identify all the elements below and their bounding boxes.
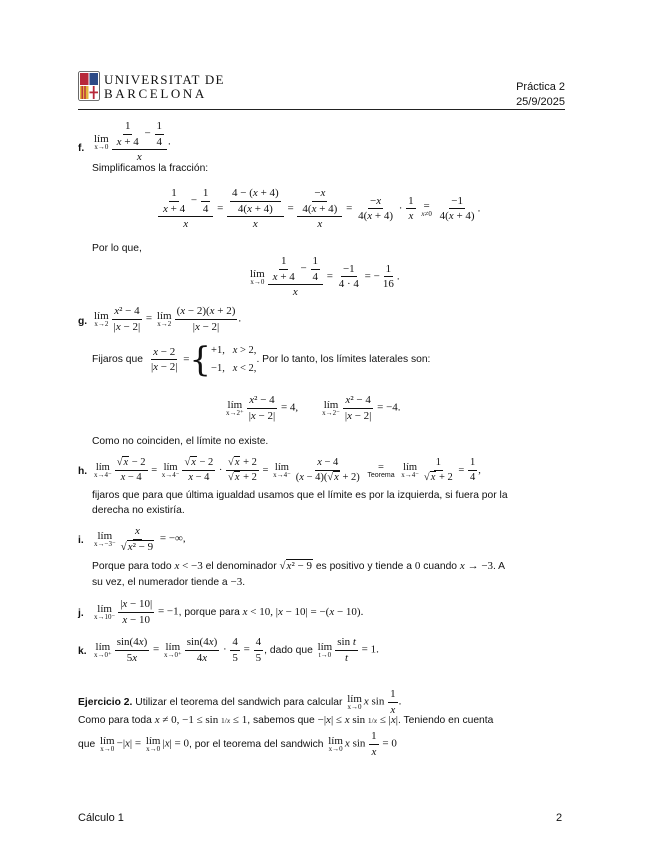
- item-label-k: k.: [78, 646, 87, 657]
- text-h-note-line2: derecha no existiría.: [92, 505, 185, 516]
- practice-title: Práctica 2: [516, 81, 565, 93]
- text-g-notice: Fijaros que: [92, 354, 143, 366]
- practice-date: 25/9/2025: [516, 96, 565, 108]
- formula-j-statement: lím x→10⁻ $\frac{|x - 10|}{x - 10}$ = −1 , porque para x < 10, |x − 10| = −(x − 10).: [94, 598, 364, 626]
- formula-f-result: lím x→0 $\frac{1}{x + 4}$ − $\frac{1}{4}$ x = $\frac{-1}{4 \cdot 4}$ = − $\frac{1}{16}$ .: [250, 255, 400, 299]
- exercise-2-line2: Como para toda x ≠ 0, −1 ≤ sin 1/x ≤ 1, sabemos que −|x| ≤ x sin 1/x ≤ |x|. Teniendo en cuenta: [78, 714, 494, 726]
- exercise-2-statement: Ejercicio 2. Utilizar el teorema del sandwich para calcular lím x→0 x sin $\frac{1}{x}$ .: [78, 688, 402, 716]
- item-label-g: g.: [78, 316, 88, 327]
- text-f-therefore: Por lo que,: [92, 243, 142, 254]
- formula-g-lateral-limits: lím x→2⁺ $\frac{\text{x² − 4}}{|x - 2|}$ = 4, lím x→2⁻ $\frac{\text{x² − 4}}{|x - 2|}$ = −4.: [226, 394, 401, 422]
- item-label-i: i.: [78, 535, 84, 546]
- text-i-line1: Porque para todo x < −3 el denominador √x² − 9 es positivo y tiende a 0 cuando x → −3. A: [92, 560, 506, 572]
- header-rule: [78, 109, 565, 110]
- exercise-2-line3: que lím x→0 −|x| = lím x→0 |x| = 0 , por el teorema del sandwich lím x→0 x sin $\frac{1}{x}$ = 0: [78, 730, 397, 758]
- item-label-h: h.: [78, 466, 88, 477]
- university-name-line1: UNIVERSITAT DE: [104, 72, 225, 87]
- footer-page-number: 2: [556, 812, 563, 824]
- formula-h-statement: lím x→4⁻ $\frac{√x - 2}{x - 4}$ = lím x→4⁻ $\frac{√x - 2}{x - 4}$ · $\frac{√x + 2}{√x + 2}$ = lím x→4⁻ $\frac{x - 4}{(x - 4)(√x + 2)}$ = Teorema lím x→4⁻ $\frac{1}{√x + 2}$ = $\frac{1}{4}$ ,: [94, 457, 481, 484]
- university-logo: [78, 71, 100, 104]
- formula-k-statement: lím x→0⁺ $\frac{\sin(4x)}{5x}$ = lím x→0⁺ $\frac{\sin(4x)}{4x}$ · $\frac{4}{5}$ = $\frac{4}{5}$ , dado que lím t→0 $\frac{\text{sin t}}{t}$ = 1.: [94, 636, 379, 664]
- university-shield-icon: [78, 71, 100, 101]
- formula-g-cases: Fijaros que $\frac{x - 2}{|x - 2|}$ = { +1, x > 2, −1, x < 2, . Por lo tanto, los límites laterales son:: [92, 339, 431, 380]
- formula-i-statement: lím x→−3⁻ $\frac{x}{\text{√x² − 9}}$ = −∞,: [94, 525, 186, 553]
- item-label-f: f.: [78, 143, 85, 154]
- item-label-j: j.: [78, 608, 84, 619]
- exercise-2-title: Ejercicio 2.: [78, 696, 133, 708]
- theorem-label: Teorema: [367, 472, 395, 480]
- text-g-lateral: . Por lo tanto, los límites laterales son:: [256, 354, 431, 366]
- university-name-line2: BARCELONA: [104, 86, 207, 101]
- formula-f-simplification: $\frac{1}{x + 4}$ − $\frac{1}{4}$ x = $\frac{\frac{4 - (x + 4)}{4(x + 4)}}{x}$ = $\frac{\frac{-x}{4(x + 4)}}{x}$ = $\frac{-x}{4(x + 4)}$ · $\frac{1}{x}$ = x≠0 $\frac{-1}{4(x + 4)}$ .: [157, 187, 480, 231]
- text-f-simplify: Simplificamos la fracción:: [92, 163, 209, 174]
- formula-f-statement: lím x→0 $\frac{1}{x + 4}$ − $\frac{1}{4}$ x .: [94, 120, 171, 164]
- footer-course: Cálculo 1: [78, 812, 124, 824]
- text-h-note-line1: fijaros que para que última igualdad usamos que el límite es por la izquierda, si fuera por la: [92, 490, 508, 501]
- text-i-line2: su vez, el numerador tiende a −3.: [92, 576, 246, 588]
- formula-g-statement: lím x→2 $\frac{\text{x² − 4}}{|x - 2|}$ = lím x→2 $\frac{(x - 2)(x + 2)}{|x - 2|}$ .: [94, 305, 242, 333]
- text-g-conclusion: Como no coinciden, el límite no existe.: [92, 436, 269, 447]
